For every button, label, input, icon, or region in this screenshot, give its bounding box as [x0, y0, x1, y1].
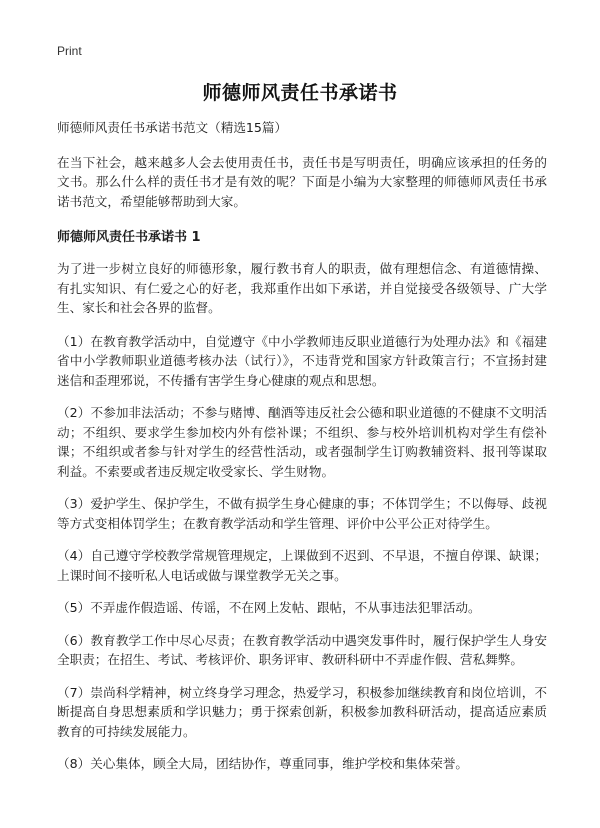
commitment-item-3: （3）爱护学生、保护学生，不做有损学生身心健康的事；不体罚学生；不以侮辱、歧视等方式变相体罚学生；在教育教学活动和学生管理、评价中公平公正对待学生。	[57, 496, 547, 531]
commitment-item-2: （2）不参加非法活动；不参与赌博、酗酒等违反社会公德和职业道德的不健康不文明活动；不组织、要求学生参加校内外有偿补课；不组织、参与校外培训机构对学生有偿补课；不组织或者参与针对学生的经营性活动，或者强制学生订购教辅资料、报刊等谋取利益。不索要或者违反规定收受家长、学生财物。	[57, 405, 547, 479]
commitment-item-1: （1）在教育教学活动中，自觉遵守《中小学教师违反职业道德行为处理办法》和《福建省中小学教师职业道德考核办法（试行）》，不违背党和国家方针政策言行；不宣扬封建迷信和歪理邪说，不传播有害学生身心健康的观点和思想。	[57, 333, 547, 388]
commitment-item-4: （4）自己遵守学校教学常规管理规定，上课做到不迟到、不早退，不擅自停课、缺课；上课时间不接听私人电话或做与课堂教学无关之事。	[57, 548, 547, 583]
lead-paragraph: 为了进一步树立良好的师德形象，履行教书育人的职责，做有理想信念、有道德情操、有扎实知识、有仁爱之心的好老，我郑重作出如下承诺，并自觉接受各级领导、广大学生、家长和社会各界的监督。	[57, 261, 547, 315]
intro-paragraph: 在当下社会，越来越多人会去使用责任书，责任书是写明责任，明确应该承担的任务的文书。那么什么样的责任书才是有效的呢？下面是小编为大家整理的师德师风责任书承诺书范文，希望能够帮助到大家。	[57, 154, 547, 209]
commitment-item-7: （7）崇尚科学精神，树立终身学习理念，热爱学习，积极参加继续教育和岗位培训，不断提高自身思想素质和学识魅力；勇于探索创新，积极参加教科研活动，提高适应素质教育的可持续发展能力。	[57, 684, 547, 739]
commitment-item-8: （8）关心集体，顾全大局，团结协作，尊重同事，维护学校和集体荣誉。	[57, 756, 469, 771]
print-label: Print	[57, 44, 82, 58]
document-subtitle: 师德师风责任书承诺书范文（精选15篇）	[57, 120, 288, 135]
commitment-item-5: （5）不弄虚作假造谣、传谣，不在网上发帖、跟帖，不从事违法犯罪活动。	[57, 600, 481, 615]
document-title: 师德师风责任书承诺书	[202, 82, 398, 104]
commitment-item-6: （6）教育教学工作中尽心尽责；在教育教学活动中遇突发事件时，履行保护学生人身安全职责；在招生、考试、考核评价、职务评审、教研科研中不弄虚作假、营私舞弊。	[57, 632, 547, 667]
section-heading: 师德师风责任书承诺书 1	[57, 230, 201, 245]
document-body	[57, 118, 547, 787]
